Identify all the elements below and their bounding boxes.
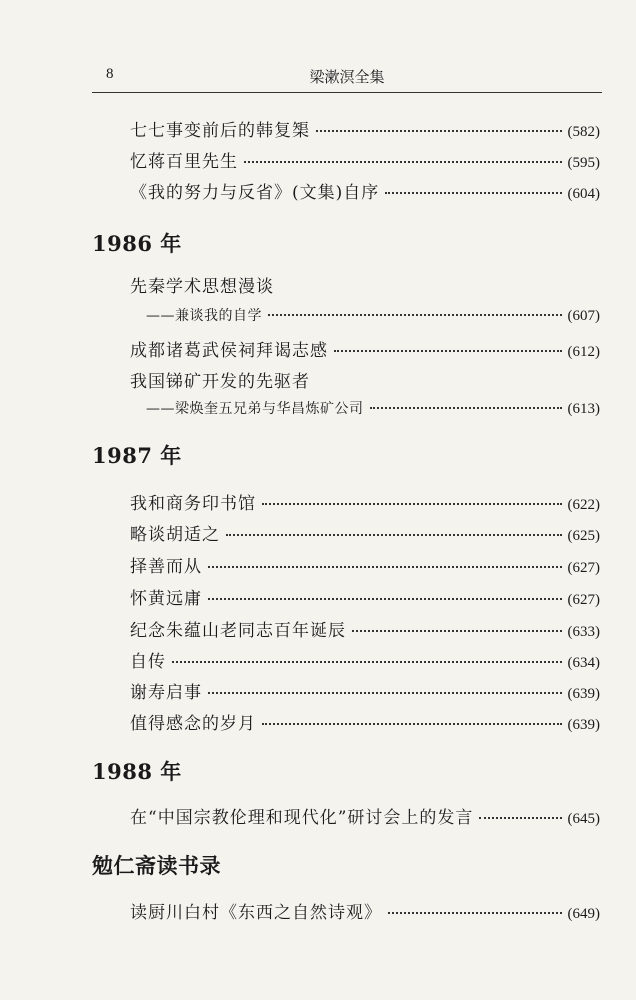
entry-title: 我国锑矿开发的先驱者 (130, 372, 310, 392)
entry-title: 谢寿启事 (130, 683, 202, 703)
toc-entry (130, 272, 600, 298)
entry-page: (649) (567, 906, 600, 922)
entry-title: 择善而从 (130, 557, 202, 577)
entry-page: (634) (567, 655, 600, 671)
leader-dots (388, 912, 562, 914)
toc-entry-subtitle (146, 398, 600, 424)
entry-page: (582) (567, 124, 600, 140)
leader-dots (334, 350, 562, 352)
toc-entry (130, 336, 600, 362)
entry-title: 先秦学术思想漫谈 (130, 277, 274, 297)
entry-page: (622) (567, 497, 600, 513)
entry-title: 我和商务印书馆 (130, 494, 256, 514)
section-heading-1988: 1988 年 (92, 759, 182, 784)
toc-entry (130, 709, 600, 735)
leader-dots (208, 692, 562, 694)
entry-page: (645) (567, 811, 600, 827)
entry-page: (607) (567, 308, 600, 324)
entry-subtitle: ——兼谈我的自学 (146, 308, 262, 324)
entry-title: 成都诸葛武侯祠拜谒志感 (130, 341, 328, 361)
entry-title: 忆蒋百里先生 (130, 152, 238, 172)
entry-page: (625) (567, 528, 600, 544)
entry-page: (627) (567, 560, 600, 576)
toc-entry (130, 116, 600, 142)
page-header (92, 64, 602, 93)
toc-entry (130, 489, 600, 515)
toc-entry (130, 647, 600, 673)
leader-dots (172, 661, 562, 663)
entry-page: (595) (567, 155, 600, 171)
entry-page: (627) (567, 592, 600, 608)
section-heading-reading-notes: 勉仁斋读书录 (92, 853, 221, 878)
leader-dots (385, 192, 561, 194)
leader-dots (244, 161, 562, 163)
leader-dots (479, 817, 561, 819)
entry-title: 值得感念的岁月 (130, 714, 256, 734)
toc-entry (130, 367, 600, 393)
toc-entry-subtitle (146, 305, 600, 331)
page-number: 8 (106, 66, 114, 82)
leader-dots (208, 598, 562, 600)
entry-title: 《我的努力与反省》(文集)自序 (130, 183, 380, 203)
toc-entry (130, 178, 600, 204)
entry-title: 读厨川白村《东西之自然诗观》 (130, 903, 382, 923)
toc-entry (130, 803, 600, 829)
entry-page: (613) (567, 401, 600, 417)
entry-page: (639) (567, 717, 600, 733)
entry-page: (604) (567, 186, 600, 202)
toc-entry (130, 616, 600, 642)
toc-entry (130, 678, 600, 704)
section-heading-1986: 1986 年 (92, 231, 182, 256)
entry-title: 怀黄远庸 (130, 589, 202, 609)
toc-entry (130, 520, 600, 546)
running-title: 梁漱溟全集 (309, 68, 385, 86)
toc-entry (130, 584, 600, 610)
entry-title: 自传 (130, 652, 166, 672)
leader-dots (208, 566, 562, 568)
section-heading-1987: 1987 年 (92, 443, 182, 468)
toc-entry (130, 552, 600, 578)
entry-page: (633) (567, 624, 600, 640)
entry-subtitle: ——梁焕奎五兄弟与华昌炼矿公司 (146, 401, 364, 417)
toc-entry (130, 147, 600, 173)
leader-dots (226, 534, 562, 536)
leader-dots (262, 723, 562, 725)
entry-title: 略谈胡适之 (130, 525, 220, 545)
entry-title: 七七事变前后的韩复榘 (130, 121, 310, 141)
leader-dots (262, 503, 562, 505)
toc-entry (130, 898, 600, 924)
entry-page: (639) (567, 686, 600, 702)
entry-page: (612) (567, 344, 600, 360)
leader-dots (268, 314, 562, 316)
leader-dots (352, 630, 562, 632)
leader-dots (370, 407, 562, 409)
entry-title: 纪念朱蕴山老同志百年诞辰 (130, 621, 346, 641)
leader-dots (316, 130, 562, 132)
entry-title: 在“中国宗教伦理和现代化”研讨会上的发言 (130, 808, 474, 828)
